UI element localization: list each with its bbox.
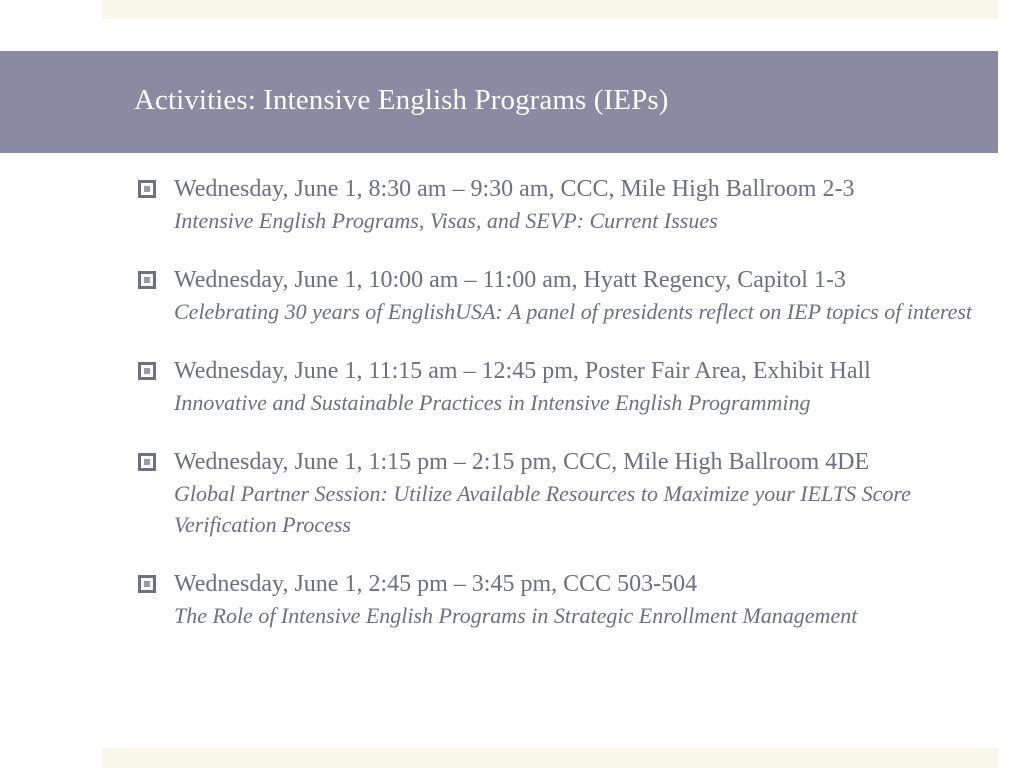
list-item (138, 569, 974, 631)
activity-when-where: Wednesday, June 1, 10:00 am – 11:00 am, Hyatt Regency, Capitol 1-3 (174, 267, 846, 293)
activity-when-where: Wednesday, June 1, 2:45 pm – 3:45 pm, CCC 503-504 (174, 571, 698, 597)
top-accent-band (102, 0, 998, 19)
activity-session-title: Celebrating 30 years of EnglishUSA: A panel of presidents reflect on IEP topics of interest (174, 299, 973, 324)
square-bullet-icon (138, 180, 156, 198)
square-bullet-icon (138, 362, 156, 380)
list-item (138, 356, 974, 418)
square-bullet-icon (138, 575, 156, 593)
activity-when-where: Wednesday, June 1, 8:30 am – 9:30 am, CCC, Mile High Ballroom 2-3 (174, 176, 855, 202)
square-bullet-icon (138, 271, 156, 289)
slide-title: Activities: Intensive English Programs (IEPs) (134, 84, 669, 116)
list-item (138, 447, 974, 540)
activity-session-title: The Role of Intensive English Programs in Strategic Enrollment Management (174, 603, 858, 628)
activity-when-where: Wednesday, June 1, 1:15 pm – 2:15 pm, CCC, Mile High Ballroom 4DE (174, 449, 870, 475)
list-item (138, 265, 974, 327)
activity-session-title: Global Partner Session: Utilize Available Resources to Maximize your IELTS Score Verification Process (174, 481, 911, 537)
square-bullet-icon (138, 453, 156, 471)
activity-when-where: Wednesday, June 1, 11:15 am – 12:45 pm, Poster Fair Area, Exhibit Hall (174, 358, 871, 384)
list-item (138, 174, 974, 236)
activity-session-title: Intensive English Programs, Visas, and SEVP: Current Issues (174, 208, 718, 233)
activity-list (138, 174, 974, 660)
activity-session-title: Innovative and Sustainable Practices in Intensive English Programming (174, 390, 811, 415)
bottom-accent-band (102, 748, 998, 768)
